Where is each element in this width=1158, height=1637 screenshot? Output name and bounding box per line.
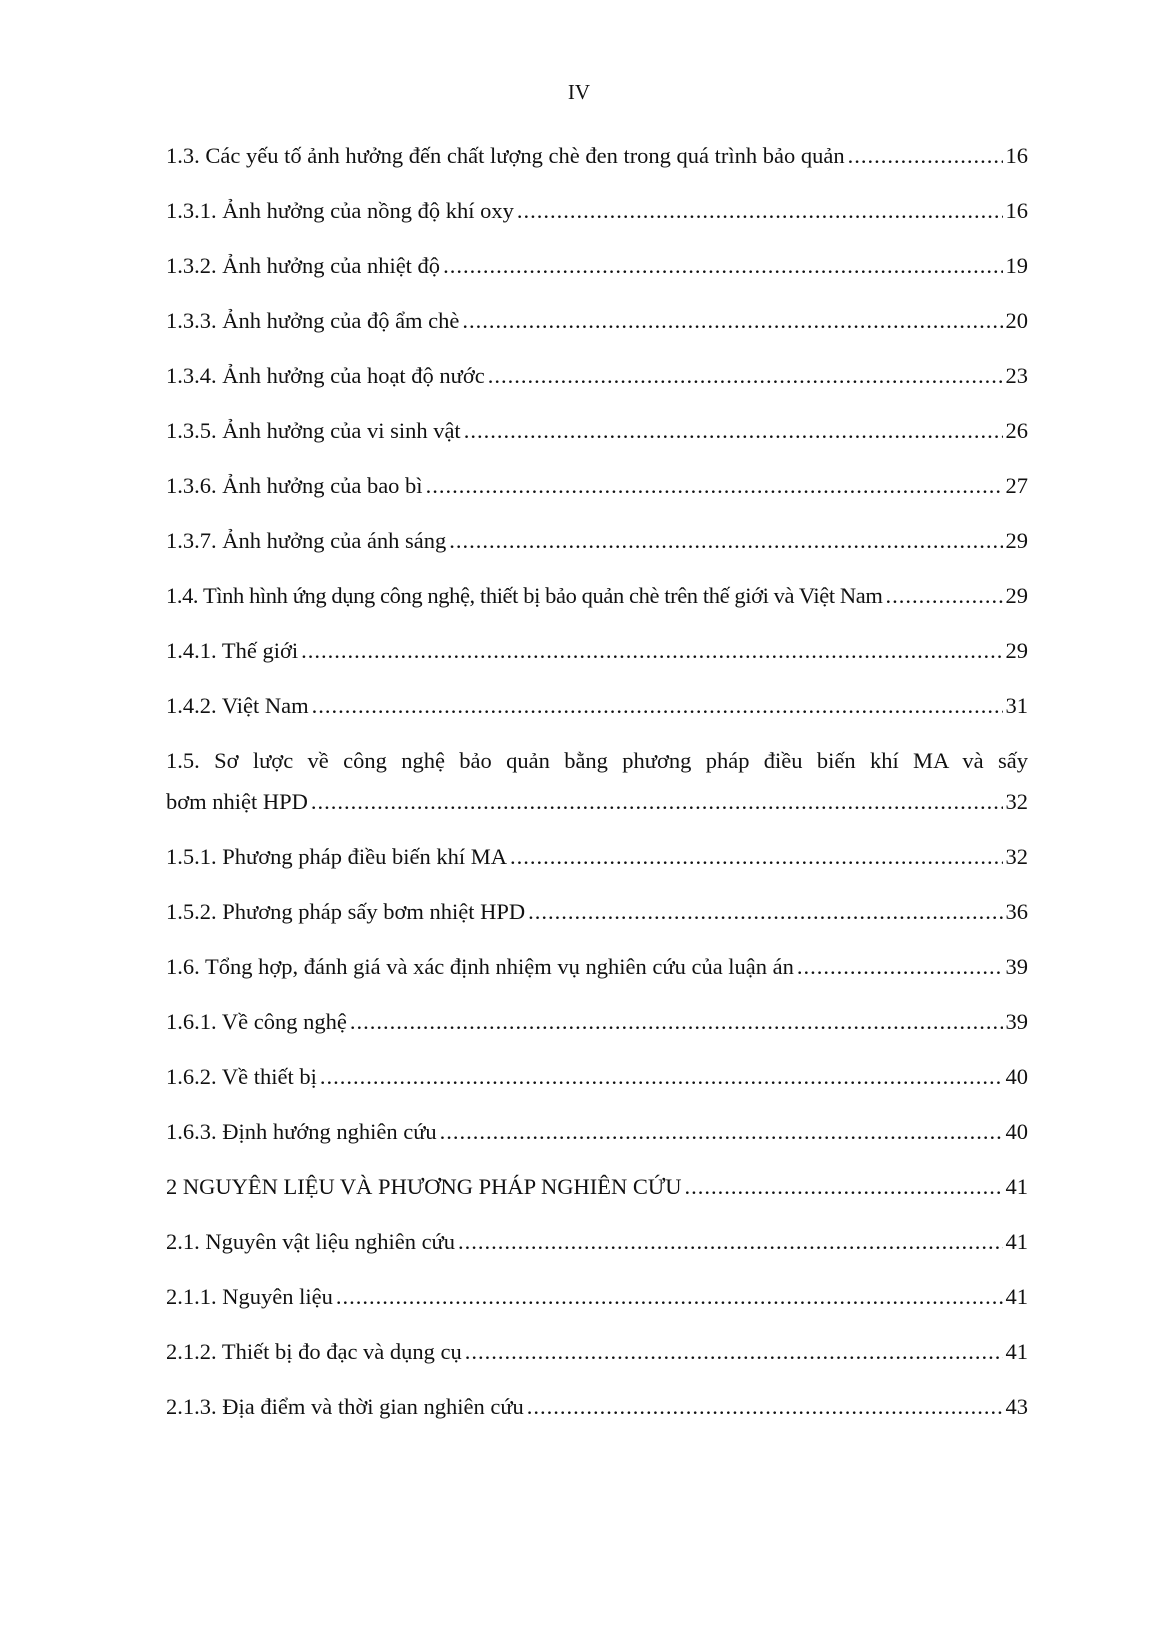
toc-entry-2-1-3[interactable] — [166, 1392, 1028, 1422]
toc-title-line2: bơm nhiệt HPD — [166, 789, 308, 814]
toc-page: 29 — [1005, 583, 1028, 608]
toc-title: 1.6.2. Về thiết bị — [166, 1064, 317, 1089]
toc-page: 19 — [1005, 253, 1028, 278]
toc-entry-1-6-3[interactable] — [166, 1117, 1028, 1147]
toc-entry-1-3[interactable] — [166, 141, 1028, 171]
toc-entry-1-3-6[interactable] — [166, 471, 1028, 501]
toc-title-line1: 1.5. Sơ lược về công nghệ bảo quản bằng phương pháp điều biến khí MA và sấy — [166, 748, 1028, 773]
page-number: IV — [567, 80, 591, 104]
toc-entry-1-3-3[interactable] — [166, 306, 1028, 336]
toc-entry-1-5-1[interactable] — [166, 842, 1028, 872]
toc-title: 1.3.4. Ảnh hưởng của hoạt độ nước — [166, 363, 485, 388]
toc-page: 16 — [1005, 143, 1028, 168]
toc-page: 16 — [1005, 198, 1028, 223]
dot-leader — [320, 1062, 1003, 1092]
toc-title: 1.3.3. Ảnh hưởng của độ ẩm chè — [166, 308, 460, 333]
toc-page: 43 — [1005, 1394, 1028, 1419]
toc-page: 27 — [1005, 473, 1028, 498]
toc-page: 23 — [1005, 363, 1028, 388]
toc-title: 1.3.7. Ảnh hưởng của ánh sáng — [166, 528, 447, 553]
dot-leader — [301, 636, 1002, 666]
toc-page: 26 — [1005, 418, 1028, 443]
toc-page: 36 — [1005, 899, 1028, 924]
toc-entry-1-5[interactable] — [166, 746, 1028, 817]
dot-leader — [426, 471, 1003, 501]
dot-leader — [311, 787, 1003, 817]
toc-entry-2-1[interactable] — [166, 1227, 1028, 1257]
toc-entry-1-3-5[interactable] — [166, 416, 1028, 446]
toc-entry-1-6[interactable] — [166, 952, 1028, 982]
dot-leader — [336, 1282, 1003, 1312]
toc-page: 41 — [1005, 1284, 1028, 1309]
dot-leader — [848, 141, 1003, 171]
dot-leader — [510, 842, 1003, 872]
toc-entry-1-4[interactable] — [166, 581, 1028, 611]
toc-page: 31 — [1005, 693, 1028, 718]
toc-title: 2.1.3. Địa điểm và thời gian nghiên cứu — [166, 1394, 524, 1419]
toc-page: 41 — [1005, 1174, 1028, 1199]
table-of-contents — [166, 141, 1028, 1447]
dot-leader — [462, 306, 1002, 336]
toc-title: 1.4. Tình hình ứng dụng công nghệ, thiết bị bảo quản chè trên thế giới và Việt Nam — [166, 583, 883, 608]
dot-leader — [449, 526, 1002, 556]
toc-title: 1.3.5. Ảnh hưởng của vi sinh vật — [166, 418, 461, 443]
toc-entry-1-3-7[interactable] — [166, 526, 1028, 556]
toc-title: 1.4.2. Việt Nam — [166, 693, 309, 718]
dot-leader — [443, 251, 1002, 281]
dot-leader — [797, 952, 1003, 982]
toc-entry-2-1-1[interactable] — [166, 1282, 1028, 1312]
toc-title: 1.5.2. Phương pháp sấy bơm nhiệt HPD — [166, 899, 526, 924]
toc-title: 1.3.1. Ảnh hưởng của nồng độ khí oxy — [166, 198, 514, 223]
dot-leader — [464, 416, 1003, 446]
dot-leader — [350, 1007, 1003, 1037]
toc-title: 1.3. Các yếu tố ảnh hưởng đến chất lượng chè đen trong quá trình bảo quản — [166, 143, 845, 168]
toc-title: 1.4.1. Thế giới — [166, 638, 299, 663]
dot-leader — [465, 1337, 1003, 1367]
dot-leader — [458, 1227, 1002, 1257]
toc-entry-1-6-2[interactable] — [166, 1062, 1028, 1092]
dot-leader — [528, 897, 1002, 927]
dot-leader — [527, 1392, 1003, 1422]
toc-entry-1-3-2[interactable] — [166, 251, 1028, 281]
dot-leader — [312, 691, 1003, 721]
toc-page: 32 — [1005, 844, 1028, 869]
dot-leader — [517, 196, 1003, 226]
dot-leader — [440, 1117, 1003, 1147]
toc-title: 1.3.6. Ảnh hưởng của bao bì — [166, 473, 423, 498]
toc-title: 2.1.2. Thiết bị đo đạc và dụng cụ — [166, 1339, 462, 1364]
toc-title: 2.1. Nguyên vật liệu nghiên cứu — [166, 1229, 456, 1254]
toc-page: 40 — [1005, 1119, 1028, 1144]
toc-title: 1.3.2. Ảnh hưởng của nhiệt độ — [166, 253, 441, 278]
toc-page: 41 — [1005, 1229, 1028, 1254]
toc-entry-2-1-2[interactable] — [166, 1337, 1028, 1367]
toc-entry-1-3-1[interactable] — [166, 196, 1028, 226]
toc-title: 1.6.3. Định hướng nghiên cứu — [166, 1119, 437, 1144]
toc-entry-1-6-1[interactable] — [166, 1007, 1028, 1037]
toc-page: 32 — [1005, 789, 1028, 814]
toc-title: 1.5.1. Phương pháp điều biến khí MA — [166, 844, 507, 869]
toc-title: 2 NGUYÊN LIỆU VÀ PHƯƠNG PHÁP NGHIÊN CỨU — [166, 1174, 682, 1199]
toc-entry-1-4-2[interactable] — [166, 691, 1028, 721]
dot-leader — [488, 361, 1003, 391]
dot-leader — [685, 1172, 1003, 1202]
toc-entry-1-5-2[interactable] — [166, 897, 1028, 927]
toc-page: 29 — [1005, 638, 1028, 663]
toc-entry-chapter-2[interactable] — [166, 1172, 1028, 1202]
dot-leader — [885, 581, 1002, 611]
toc-page: 39 — [1005, 1009, 1028, 1034]
toc-page: 20 — [1005, 308, 1028, 333]
toc-page: 41 — [1005, 1339, 1028, 1364]
toc-title: 1.6.1. Về công nghệ — [166, 1009, 347, 1034]
toc-page: 29 — [1005, 528, 1028, 553]
toc-page: 40 — [1005, 1064, 1028, 1089]
toc-entry-1-3-4[interactable] — [166, 361, 1028, 391]
toc-entry-1-4-1[interactable] — [166, 636, 1028, 666]
toc-page: 39 — [1005, 954, 1028, 979]
toc-title: 1.6. Tổng hợp, đánh giá và xác định nhiệm vụ nghiên cứu của luận án — [166, 954, 794, 979]
toc-title: 2.1.1. Nguyên liệu — [166, 1284, 333, 1309]
